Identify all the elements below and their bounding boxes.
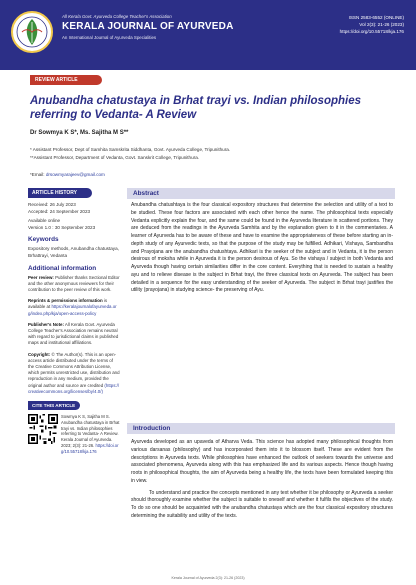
publisher-note-label: Publisher's Note: (28, 321, 64, 327)
peer-review-note (28, 275, 120, 294)
introduction-paragraph-1: Ayurveda developed as an upaveda of Atharva Veda. This science has adopted many philosophical thoughts from various darsanas (philosophy) and has incorporated them into it to blossom itself. These are evident from the descriptions in Ayurveda texts. While philosophies have enhanced the outlook of seekers towards the universe and associated phenomena, Ayurveda along with this has emphasized life and its various aspects. Hence though having roots in philosophical thoughts, the aim of Ayurveda being a healthy life, the texts have been formulated keeping this in view. (131, 439, 393, 484)
qr-code-icon[interactable] (28, 414, 58, 444)
article-type-label: REVIEW ARTICLE (35, 77, 78, 83)
citation-text (61, 414, 120, 455)
history-heading: ARTICLE HISTORY (32, 190, 78, 196)
available-online: Available online (28, 218, 61, 224)
reprints-text: is available at (28, 298, 108, 310)
doi-link[interactable]: https://doi.org/10.55718/kja.176 (339, 29, 404, 34)
peer-review-label: Peer review: (28, 274, 54, 280)
reprints-label: Reprints & permissions information (28, 298, 103, 304)
peer-review-text: Publisher thanks Sectional Editor and the other anonymous reviewers for their contribution to the peer review of this work. (28, 274, 120, 292)
introduction-paragraph-2: To understand and practice the concepts mentioned in any text whether it be philosophy or Ayurveda a seeker should thoroughly examine whether the subject is suitable to oneself and whether it fulfils the objectives of the study. To do so one should be acquainted with the anubandha chatustaya which are the four classical expository structures determining the suitability and utility of the texts. (131, 489, 393, 519)
cite-heading: CITE THIS ARTICLE (32, 403, 76, 409)
received-date: Received: 26 July 2023 (28, 202, 76, 207)
copyright-note (28, 352, 120, 395)
volume: Vol 2(3): 21-26 (2023) (359, 22, 404, 27)
license-link[interactable]: (https://creativecommons.org/licenses/by/4.0/) (28, 382, 120, 394)
affiliations (30, 146, 400, 161)
article-sidebar (28, 188, 120, 455)
journal-logo-icon (10, 10, 54, 54)
publisher-note-text: All Kerala Govt. Ayurveda College Teacher's Association remains neutral with regard to jurisdictional claims in published maps and institutional affiliations. (28, 321, 119, 346)
accepted-date: Accepted: 24 September 2023 (28, 208, 91, 214)
association-name: All Kerala Govt. Ayurveda College Teacher's Association (62, 14, 172, 19)
email-label: *Email: (30, 172, 45, 177)
article-type-badge (30, 75, 102, 85)
issn: ISSN 2583-6552 (ONLINE) (348, 15, 404, 20)
abstract-heading-bar (127, 188, 395, 199)
reprints-link[interactable]: https://keralajournalofayurveda.org/index.php/kja/open-access-policy (28, 304, 117, 316)
author-list: Dr Sowmya K S*, Ms. Sajitha M S** (30, 130, 129, 136)
publisher-note (28, 322, 120, 347)
abstract-heading: Abstract (133, 190, 159, 197)
history-heading-bar (28, 188, 92, 198)
keywords-heading: Keywords (28, 236, 59, 244)
page-footer: Kerala Journal of Ayurveda 2(3): 21-26 (2023) (171, 576, 245, 580)
copyright-text: © The Author(s). This is an open-access article distributed under the terms of the Creative Commons Attribution License, which permits unrestricted use, distribution and reproduction in any medium, provided the original author and source are credited (28, 351, 120, 388)
keywords-list: Expository methods, Anubandha chatustaya, Brhattrayi, Vedanta (28, 246, 119, 258)
citation-block (28, 414, 120, 455)
article-history (28, 202, 120, 231)
introduction-body (131, 439, 393, 525)
journal-header (0, 0, 416, 70)
journal-subtitle: An International Journal of Ayurveda Specialities (62, 35, 157, 40)
journal-identifiers (340, 14, 404, 35)
introduction-heading: Introduction (133, 425, 171, 432)
article-title: Anubandha chatustaya in Brhat trayi vs. Indian philosophies referring to Vedanta- A Review (30, 95, 362, 121)
affiliation-1: * Assistant Professor, Dept of Samhita Samskrita Siddhanta, Govt. Ayurveda College, Tripunithura. (30, 147, 231, 152)
version-info: Version 1.0 : 30 September 2023 (28, 224, 96, 230)
affiliation-2: **Assistant Professor, Department of Vedanta, Govt. Sanskrit College, Tripunithura. (30, 154, 200, 160)
citation-body: Sowmya K S, Sajitha M S. Anubandha chatustaya in Brhat trayi vs. Indian philosophies referring to Vedanta- A Review. Kerala Journal of Ayurveda. 2023; 2(3): 21-26. (61, 414, 120, 448)
corresponding-email (30, 172, 105, 177)
email-link[interactable]: drsowmyarajeev@gmail.com (45, 172, 105, 177)
reprints-note (28, 298, 120, 317)
abstract-text: Anubandha chatushtaya is the four classical expository structures that determine the selection and utility of a text to be studied. These four factors are associated with each other hence the name. The philosophical texts especially Vedanta explicitly explain the four, and the same could be found in the Ayurveda literature in scattered portions. They are deduced from the readings in the Ayurveda Samhita and by the explanation given to it in the commentaries. A learner of Ayurveda has to be aware of these and have to examine the appropriateness of these before starting an in-depth study of any Ayurvedic texts, so that the purpose of the study may be fulfilled. Adhikari, Vishaya, Sambandha and Prayojana are the anubandha chatushtaya. Adhikari is the seeker of the subject and in Vedanta, it is the person desirous of moksha while in Ayurveda it is the person desirous of Ayu. So the vishaya / subject in both Vedanta and Ayurveda though having certain similarities differ in the core content. Everything that is needed to sustain a healthy ayu and to relieve disease is the subject in Brhat trayi, the three classical texts on Ayurveda. The subject has been detailed in a sequence for the easy understanding of the seeker of Ayurveda. The subject in Brhat trayi justifies the utility (prayojana) in studying science- the preserving of Ayu. (131, 202, 393, 294)
copyright-label: Copyright: (28, 351, 51, 357)
additional-info-heading: Additional information (28, 264, 97, 272)
journal-title: KERALA JOURNAL OF AYURVEDA (62, 21, 234, 32)
introduction-heading-bar (127, 423, 395, 434)
cite-heading-bar (28, 401, 80, 410)
citation-doi-link[interactable]: https://doi.org/10.55718/kja.176 (61, 443, 119, 454)
